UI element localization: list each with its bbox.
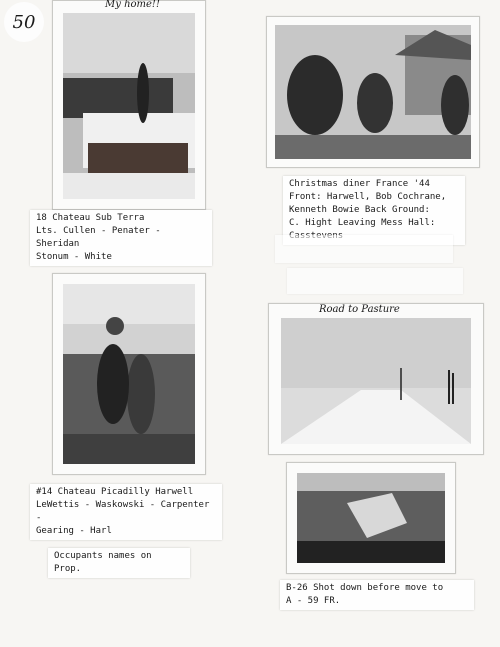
photo-image [281, 318, 471, 444]
ghost-label [287, 268, 463, 294]
photo-b26 [286, 462, 456, 574]
photo-image [63, 13, 195, 199]
handwritten-note: My home!! [105, 0, 160, 10]
caption-chateau-sub-terra: 18 Chateau Sub Terra Lts. Cullen - Penater - Sheridan Stonum - White [30, 210, 212, 266]
photo-christmas-diner [266, 16, 480, 168]
caption-christmas-diner: Christmas diner France '44 Front: Harwell, Bob Cochrane, Kenneth Bowie Back Ground: C. Hight Leaving Mess Hall: [283, 176, 465, 245]
page-number: 50 [4, 2, 44, 42]
photo-road [268, 303, 484, 455]
photo-chateau-sub-terra [52, 0, 206, 210]
photo-image [297, 473, 445, 563]
caption-b26: B-26 Shot down before move to A - 59 FR. [280, 580, 474, 610]
note-occupants: Occupants names on Prop. [48, 548, 190, 578]
ghost-label [275, 235, 453, 263]
photo-chateau-picadilly [52, 273, 206, 475]
caption-chateau-picadilly: #14 Chateau Picadilly Harwell LeWettis - Waskowski - Carpenter - Gearing - Harl [30, 484, 222, 540]
handwritten-note: Road to Pasture [319, 304, 400, 315]
photo-image [275, 25, 471, 159]
photo-image [63, 284, 195, 464]
